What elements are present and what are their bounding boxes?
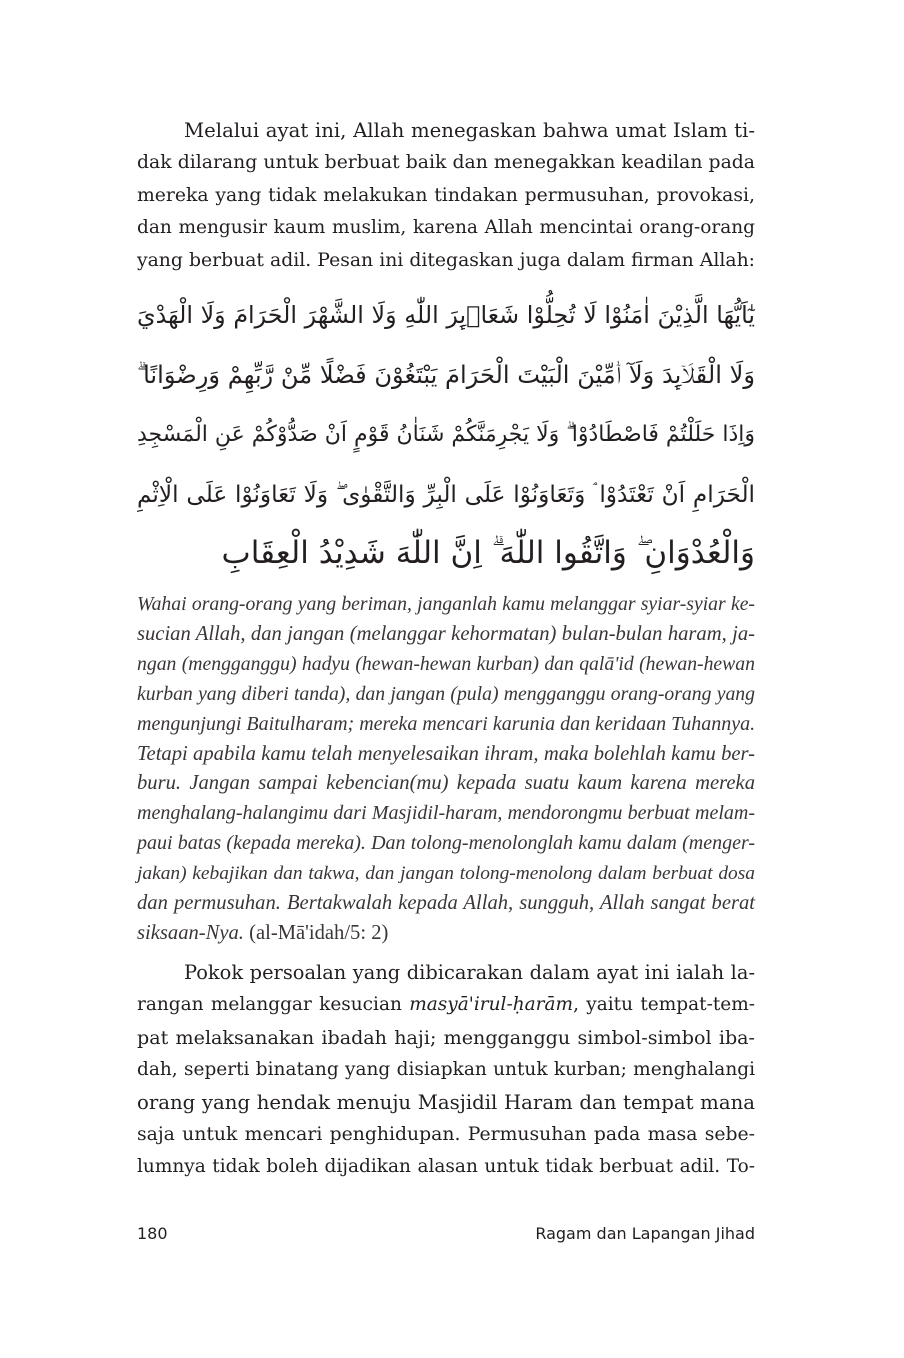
text-line: yang berbuat adil. Pesan ini ditegaskan juga dalam firman Allah: [137,249,755,271]
verse-translation [137,590,755,949]
text-fragment: , yaitu tempat-tem- [573,994,755,1016]
text-line: dah, seperti binatang yang disiapkan untuk kurban; menghalangi [137,1059,755,1081]
quran-verse-arabic [137,286,755,584]
text-line: pat melaksanakan ibadah haji; mengganggu simbol-simbol iba- [137,1025,755,1049]
translation-line: jakan) kebajikan dan takwa, dan jangan tolong-menolong dalam berbuat dosa [137,863,755,885]
translation-line: kurban yang diberi tanda), dan jangan (pula) mengganggu orang-orang yang [137,682,755,705]
text-line [137,989,755,1021]
text-line: lumnya tidak boleh dijadikan alasan untuk tidak berbuat adil. To- [137,1156,755,1178]
verse-reference: (al-Mā'idah/5: 2) [249,921,389,944]
translation-last-line [137,919,755,949]
translation-line: menghalang-halangimu dari Masjidil-haram, mendorongmu berbuat melam- [137,802,755,825]
translation-line: buru. Jangan sampai kebencian(mu) kepada suatu kaum karena mereka [137,772,755,795]
text-line: mereka yang tidak melakukan tindakan permusuhan, provokasi, [137,184,755,206]
text-line: Pokok persoalan yang dibicarakan dalam ayat ini ialah la- [184,961,755,984]
translation-line: Tetapi apabila kamu telah menyelesaikan ihram, maka bolehlah kamu ber- [137,742,755,765]
translation-line: sucian Allah, dan jangan (melanggar kehormatan) bulan-bulan haram, ja- [137,622,755,645]
text-line: orang yang hendak menuju Masjidil Haram dan tempat mana [137,1090,755,1114]
translation-line: dan permusuhan. Bertakwalah kepada Allah, sungguh, Allah sangat berat [137,892,755,915]
arabic-line: وَلَا الْقَلَاۤىِٕدَ وَلَآ اٰۤمِّيْنَ الْبَيْتَ الْحَرَامَ يَبْتَغُوْنَ فَضْلًا مِّنْ رَّبِّهِمْ وَرِضْوَانًا ۗ [137,360,755,389]
page-number: 180 [137,1224,168,1243]
translation-line: siksaan-Nya. [137,921,244,944]
text-line: dan mengusir kaum muslim, karena Allah mencintai orang-orang [137,217,755,239]
page-footer [137,1224,755,1248]
discussion-paragraph [137,957,755,1184]
arabic-line: الْحَرَامِ اَنْ تَعْتَدُوْا ۘ وَتَعَاوَنُوْا عَلَى الْبِرِّ وَالتَّقْوٰى ۖ وَلَا تَعَاوَنُوْا عَلَى الْاِثْمِ [137,480,755,508]
translation-line: ngan (mengganggu) hadyu (hewan-hewan kurban) dan qalā'id (hewan-hewan [137,652,755,675]
text-line: Melalui ayat ini, Allah menegaskan bahwa umat Islam ti- [184,119,755,142]
arabic-term: masyā'irul-ḥarām [409,994,574,1016]
arabic-line: يٰٓاَيُّهَا الَّذِيْنَ اٰمَنُوْا لَا تُحِلُّوْا شَعَاۤىِٕرَ اللّٰهِ وَلَا الشَّهْرَ الْحَرَامَ وَلَا الْهَدْيَ [137,301,755,329]
text-line: dak dilarang untuk berbuat baik dan menegakkan keadilan pada [137,152,755,174]
arabic-line: وَاِذَا حَلَلْتُمْ فَاصْطَادُوْا ۗ وَلَا يَجْرِمَنَّكُمْ شَنَاٰنُ قَوْمٍ اَنْ صَدُّوْكُمْ عَنِ الْمَسْجِدِ [137,422,755,447]
running-title: Ragam dan Lapangan Jihad [535,1224,755,1243]
arabic-line: وَالْعُدْوَانِ ۖ وَاتَّقُوا اللّٰهَ ۗ اِنَّ اللّٰهَ شَدِيْدُ الْعِقَابِ [221,535,755,571]
text-line: saja untuk mencari penghidupan. Permusuhan pada masa sebe- [137,1124,755,1146]
translation-line: paui batas (kepada mereka). Dan tolong-menolonglah kamu dalam (menger- [137,832,755,855]
translation-line: Wahai orang-orang yang beriman, janganlah kamu melanggar syiar-syiar ke- [137,593,755,615]
intro-paragraph [137,115,755,277]
translation-line: mengunjungi Baitulharam; mereka mencari karunia dan keridaan Tuhannya. [137,712,756,735]
text-fragment: rangan melanggar kesucian [137,994,410,1016]
